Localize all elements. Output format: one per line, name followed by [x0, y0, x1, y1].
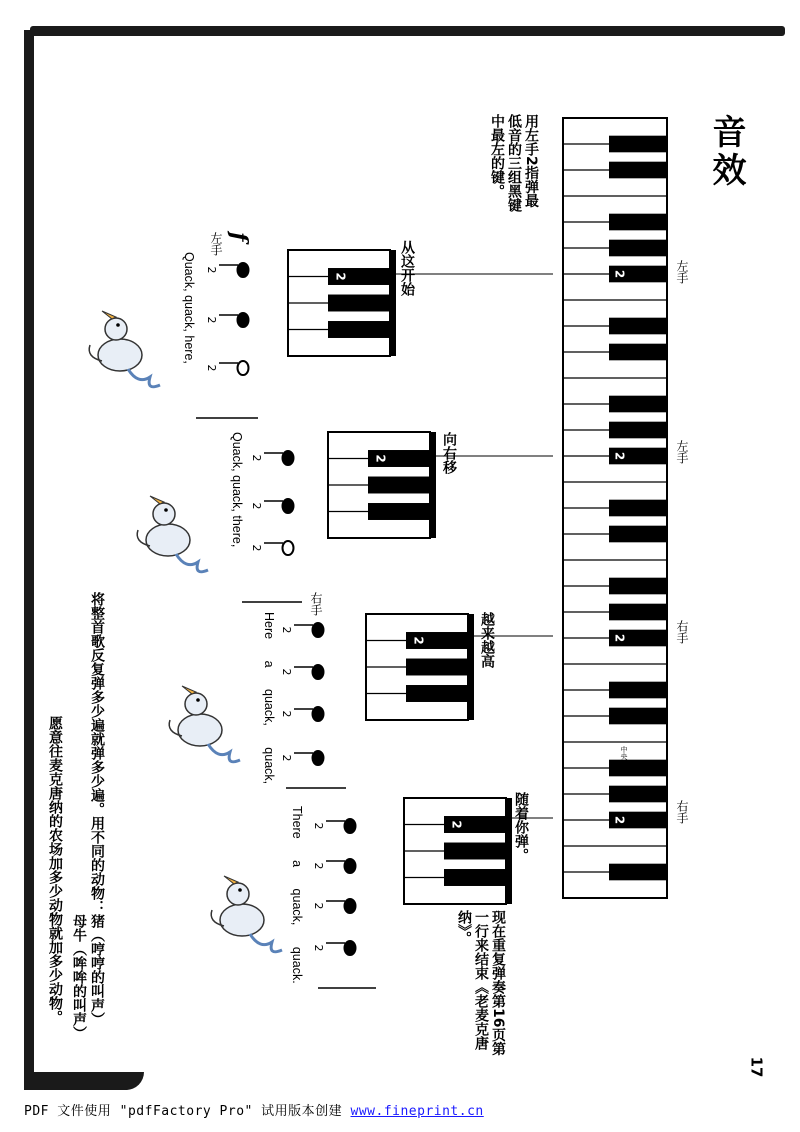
note-finger: 2	[312, 862, 325, 870]
duck-illustration	[169, 686, 240, 762]
finger-number: 2	[612, 451, 627, 461]
duck-head	[227, 883, 249, 905]
duck-eye	[164, 508, 168, 512]
staff-hand-left: 左手	[209, 232, 223, 256]
duck-illustration	[211, 876, 282, 952]
page-title: 音效	[706, 114, 746, 190]
keyboard-shadow	[468, 614, 474, 720]
hand-label-left: 左手	[675, 440, 689, 464]
black-key	[609, 344, 667, 361]
quarter-note-head	[283, 499, 294, 513]
black-key	[609, 214, 667, 231]
finger-number: 2	[373, 454, 388, 463]
note-finger: 2	[280, 754, 293, 762]
note-finger: 2	[205, 364, 218, 372]
instruction-top: 用左手2指弹最低音的三组黑键中最左的键。	[489, 114, 539, 212]
note	[312, 941, 356, 955]
step-label: 随着你弹。	[513, 792, 529, 862]
black-key	[609, 682, 667, 699]
duck-eye	[238, 888, 242, 892]
pdf-footer	[24, 1100, 484, 1119]
finger-number: 2	[411, 636, 426, 645]
note-finger: 2	[205, 266, 218, 274]
duck-beak	[102, 311, 116, 319]
duck-illustration	[137, 496, 208, 572]
quarter-note-head	[313, 751, 324, 765]
hand-label-right: 右手	[675, 620, 689, 644]
quarter-note-head	[313, 665, 324, 679]
note	[312, 819, 356, 833]
duck-eye	[196, 698, 200, 702]
note-finger: 2	[205, 316, 218, 324]
step-label: 向右移	[441, 432, 457, 474]
quarter-note-head	[345, 819, 356, 833]
note-finger: 2	[312, 944, 325, 952]
finger-number: 2	[449, 820, 464, 829]
duck-head	[153, 503, 175, 525]
black-key	[609, 786, 667, 803]
black-key	[609, 578, 667, 595]
instruction-bottom: 现在重复弹奏第16页第一行来结束《老麦克唐纳》。	[456, 910, 506, 1056]
bottom-text: 将整首歌反复弹多少遍就弹多少遍。用不同的动物：猪（哼哼的叫声）	[89, 592, 105, 1026]
small-keyboard	[404, 798, 512, 904]
note	[312, 859, 356, 873]
duck-beak	[150, 496, 164, 504]
small-keyboard	[366, 614, 474, 720]
black-key	[444, 869, 506, 886]
note-finger: 2	[280, 668, 293, 676]
note-finger: 2	[250, 502, 263, 510]
lyric-line: Quack, quack, here,	[182, 252, 196, 364]
duck-body	[220, 904, 264, 936]
bottom-text: 愿意往麦克唐纳的农场加多少动物就加多少动物。	[47, 716, 63, 1024]
lyric-line: Here a quack, quack,	[262, 612, 276, 785]
duck-body	[98, 339, 142, 371]
black-key	[368, 477, 430, 494]
quarter-note-head	[313, 707, 324, 721]
black-key	[368, 503, 430, 520]
black-key	[406, 659, 468, 676]
quarter-note-head	[313, 623, 324, 637]
duck-water	[128, 369, 160, 387]
middle-c-label: 中央C	[620, 746, 628, 765]
half-note-head	[238, 361, 249, 375]
duck-head	[185, 693, 207, 715]
black-key	[609, 708, 667, 725]
note	[250, 541, 294, 555]
duck-eye	[116, 323, 120, 327]
note	[205, 361, 249, 375]
hand-label-right: 右手	[675, 800, 689, 824]
hand-label-left: 左手	[675, 260, 689, 284]
black-key	[609, 162, 667, 179]
small-keyboard	[288, 250, 396, 356]
connector-lines	[396, 274, 553, 818]
footer-link[interactable]: www.fineprint.cn	[350, 1104, 484, 1119]
duck-body	[178, 714, 222, 746]
big-keyboard	[563, 118, 667, 898]
keyboard-shadow	[430, 432, 436, 538]
black-key	[609, 864, 667, 881]
black-key	[609, 240, 667, 257]
lyric-line: There a quack, quack.	[290, 806, 304, 984]
black-key	[406, 685, 468, 702]
duck-water	[208, 744, 240, 762]
note-finger: 2	[280, 626, 293, 634]
duck-beak	[182, 686, 196, 694]
duck-body	[146, 524, 190, 556]
bottom-text: 母牛（哞哞的叫声）	[71, 914, 87, 1040]
small-keyboards	[288, 250, 512, 904]
duck-head	[105, 318, 127, 340]
note	[250, 451, 294, 465]
quarter-note-head	[345, 859, 356, 873]
black-key	[444, 843, 506, 860]
black-key	[609, 422, 667, 439]
note-finger: 2	[250, 454, 263, 462]
quarter-note-head	[345, 941, 356, 955]
lyric-line: Quack, quack, there,	[230, 432, 244, 548]
black-key	[609, 396, 667, 413]
step-label: 越来越高	[479, 612, 495, 668]
finger-number: 2	[612, 633, 627, 643]
duck-water	[250, 934, 282, 952]
black-key	[609, 136, 667, 153]
keyboard-shadow	[390, 250, 396, 356]
note-finger: 2	[250, 544, 263, 552]
page-number: 17	[747, 1056, 766, 1078]
note	[205, 263, 249, 277]
quarter-note-head	[238, 263, 249, 277]
quarter-note-head	[238, 313, 249, 327]
duck-illustrations	[89, 311, 282, 952]
black-key	[609, 760, 667, 777]
footer-text: PDF 文件使用 "pdfFactory Pro" 试用版本创建	[24, 1104, 351, 1119]
note-finger: 2	[312, 902, 325, 910]
black-key	[328, 295, 390, 312]
note	[280, 751, 324, 765]
dynamic-forte: f	[226, 232, 252, 242]
small-keyboard	[328, 432, 436, 538]
duck-water	[176, 554, 208, 572]
music-notes	[196, 263, 376, 988]
staff-hand-right: 右手	[309, 592, 323, 616]
finger-number: 2	[333, 272, 348, 281]
half-note-head	[283, 541, 294, 555]
black-key	[609, 318, 667, 335]
duck-illustration	[89, 311, 160, 387]
note	[280, 665, 324, 679]
note	[280, 707, 324, 721]
note-finger: 2	[280, 710, 293, 718]
quarter-note-head	[283, 451, 294, 465]
note-finger: 2	[312, 822, 325, 830]
finger-number: 2	[612, 815, 627, 825]
black-key	[609, 526, 667, 543]
black-key	[609, 500, 667, 517]
duck-beak	[224, 876, 238, 884]
black-key	[609, 604, 667, 621]
quarter-note-head	[345, 899, 356, 913]
note	[250, 499, 294, 513]
note	[205, 313, 249, 327]
step-label: 从这开始	[399, 240, 415, 296]
finger-number: 2	[612, 269, 627, 279]
note	[280, 623, 324, 637]
note	[312, 899, 356, 913]
black-key	[328, 321, 390, 338]
